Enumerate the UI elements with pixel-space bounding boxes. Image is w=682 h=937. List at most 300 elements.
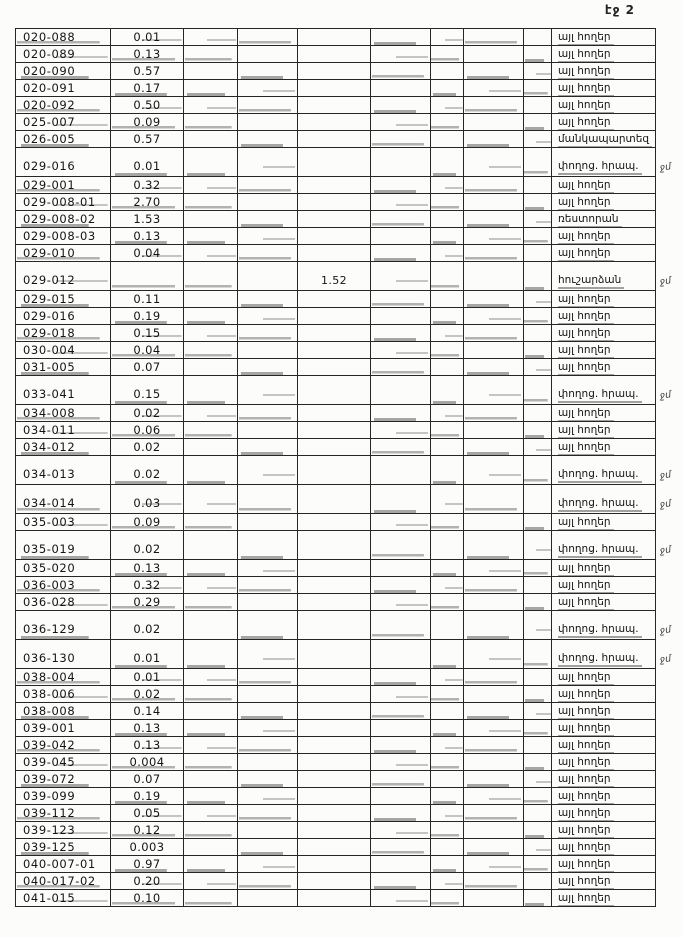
mid-value-cell <box>298 114 371 131</box>
empty-cell <box>238 97 298 114</box>
empty-cell <box>371 839 431 856</box>
empty-cell <box>431 228 464 245</box>
empty-cell <box>524 822 552 839</box>
parcel-id-cell: 029-008-01 <box>16 194 111 211</box>
empty-cell <box>238 805 298 822</box>
margin-note <box>656 611 682 640</box>
area-value-cell: 0.03 <box>111 485 184 514</box>
empty-cell <box>184 63 238 80</box>
empty-cell <box>431 890 464 907</box>
empty-cell <box>184 148 238 177</box>
land-use-label-cell <box>552 439 656 456</box>
parcel-id-cell: 020-090 <box>16 63 111 80</box>
empty-cell <box>431 211 464 228</box>
table-row <box>16 211 682 228</box>
land-use-label-cell <box>552 177 656 194</box>
margin-note <box>656 325 682 342</box>
empty-cell <box>371 771 431 788</box>
mid-value-cell: 1.52 <box>298 262 371 291</box>
mid-value-cell <box>298 29 371 46</box>
empty-cell <box>184 514 238 531</box>
empty-cell <box>238 245 298 262</box>
empty-cell <box>524 262 552 291</box>
parcel-id-cell: 034-008 <box>16 405 111 422</box>
table-row <box>16 703 682 720</box>
empty-cell <box>431 194 464 211</box>
empty-cell <box>524 211 552 228</box>
land-use-label-cell <box>552 228 656 245</box>
empty-cell <box>524 856 552 873</box>
mid-value-cell <box>298 131 371 148</box>
empty-cell <box>464 211 524 228</box>
empty-cell <box>371 439 431 456</box>
empty-cell <box>431 577 464 594</box>
empty-cell <box>184 46 238 63</box>
empty-cell <box>184 611 238 640</box>
parcel-id-cell: 020-091 <box>16 80 111 97</box>
empty-cell <box>464 686 524 703</box>
margin-note <box>656 703 682 720</box>
mid-value-cell <box>298 228 371 245</box>
empty-cell <box>464 325 524 342</box>
margin-note <box>656 80 682 97</box>
land-use-label: այլ հողեր <box>558 293 614 306</box>
margin-note <box>656 737 682 754</box>
table-row <box>16 228 682 245</box>
area-value-cell: 0.11 <box>111 291 184 308</box>
table-row <box>16 560 682 577</box>
empty-cell <box>464 114 524 131</box>
parcel-id-cell: 039-112 <box>16 805 111 822</box>
margin-note <box>656 514 682 531</box>
empty-cell <box>431 291 464 308</box>
mid-value-cell <box>298 422 371 439</box>
empty-cell <box>524 291 552 308</box>
mid-value-cell <box>298 560 371 577</box>
empty-cell <box>464 359 524 376</box>
mid-value-cell <box>298 376 371 405</box>
land-use-label-cell <box>552 359 656 376</box>
parcel-id-cell: 036-130 <box>16 640 111 669</box>
area-value-cell: 0.02 <box>111 439 184 456</box>
land-use-label-cell <box>552 97 656 114</box>
empty-cell <box>464 80 524 97</box>
mid-value-cell <box>298 456 371 485</box>
margin-note <box>656 669 682 686</box>
empty-cell <box>184 114 238 131</box>
empty-cell <box>464 771 524 788</box>
land-use-label: մանկապարտեզ <box>558 133 652 146</box>
area-value-cell: 0.15 <box>111 376 184 405</box>
margin-note <box>656 839 682 856</box>
margin-note <box>656 262 682 291</box>
empty-cell <box>431 177 464 194</box>
mid-value-cell <box>298 805 371 822</box>
area-value-cell: 0.32 <box>111 577 184 594</box>
empty-cell <box>464 873 524 890</box>
area-value-cell: 0.07 <box>111 771 184 788</box>
area-value-cell: 0.02 <box>111 405 184 422</box>
empty-cell <box>238 611 298 640</box>
mid-value-cell <box>298 686 371 703</box>
mid-value-cell <box>298 485 371 514</box>
land-use-label: փողոց. հրապ. <box>558 497 642 510</box>
margin-note <box>656 720 682 737</box>
empty-cell <box>184 291 238 308</box>
empty-cell <box>431 439 464 456</box>
mid-value-cell <box>298 531 371 560</box>
empty-cell <box>238 456 298 485</box>
land-use-label: այլ հողեր <box>558 407 614 420</box>
land-use-label-cell <box>552 703 656 720</box>
empty-cell <box>524 80 552 97</box>
margin-note <box>656 640 682 669</box>
empty-cell <box>524 456 552 485</box>
land-use-label: այլ հողեր <box>558 739 614 752</box>
empty-cell <box>238 703 298 720</box>
empty-cell <box>371 194 431 211</box>
empty-cell <box>238 771 298 788</box>
table-row <box>16 342 682 359</box>
handwritten-note: ջմ <box>659 652 672 666</box>
empty-cell <box>464 754 524 771</box>
empty-cell <box>371 577 431 594</box>
empty-cell <box>184 342 238 359</box>
empty-cell <box>524 148 552 177</box>
land-use-label-cell <box>552 611 656 640</box>
parcel-id-cell: 020-088 <box>16 29 111 46</box>
empty-cell <box>371 262 431 291</box>
empty-cell <box>371 148 431 177</box>
margin-note <box>656 456 682 485</box>
empty-cell <box>184 839 238 856</box>
margin-note <box>656 46 682 63</box>
empty-cell <box>184 873 238 890</box>
land-use-label: ռեստորան <box>558 213 622 226</box>
empty-cell <box>238 308 298 325</box>
empty-cell <box>524 640 552 669</box>
empty-cell <box>464 669 524 686</box>
empty-cell <box>431 114 464 131</box>
empty-cell <box>524 405 552 422</box>
table-row <box>16 63 682 80</box>
mid-value-cell <box>298 514 371 531</box>
empty-cell <box>184 262 238 291</box>
empty-cell <box>184 856 238 873</box>
empty-cell <box>524 703 552 720</box>
land-use-label-cell <box>552 245 656 262</box>
land-use-label: այլ հողեր <box>558 516 614 529</box>
empty-cell <box>238 325 298 342</box>
empty-cell <box>184 703 238 720</box>
land-use-label-cell <box>552 46 656 63</box>
land-use-label-cell <box>552 640 656 669</box>
area-value-cell: 2.70 <box>111 194 184 211</box>
handwritten-note: ջմ <box>659 468 672 482</box>
empty-cell <box>184 485 238 514</box>
empty-cell <box>464 805 524 822</box>
empty-cell <box>238 890 298 907</box>
empty-cell <box>464 262 524 291</box>
margin-note <box>656 771 682 788</box>
mid-value-cell <box>298 703 371 720</box>
margin-note <box>656 594 682 611</box>
empty-cell <box>431 822 464 839</box>
empty-cell <box>238 228 298 245</box>
empty-cell <box>184 720 238 737</box>
margin-note <box>656 97 682 114</box>
land-use-label: այլ հողեր <box>558 790 614 803</box>
land-use-label: այլ հողեր <box>558 596 614 609</box>
land-use-label-cell <box>552 594 656 611</box>
empty-cell <box>371 177 431 194</box>
empty-cell <box>464 422 524 439</box>
empty-cell <box>524 788 552 805</box>
margin-note <box>656 686 682 703</box>
empty-cell <box>431 531 464 560</box>
empty-cell <box>371 737 431 754</box>
empty-cell <box>431 686 464 703</box>
parcel-id-cell: 036-129 <box>16 611 111 640</box>
empty-cell <box>371 376 431 405</box>
parcel-id-cell: 039-099 <box>16 788 111 805</box>
land-use-label: այլ հողեր <box>558 841 614 854</box>
land-use-label-cell <box>552 456 656 485</box>
handwritten-note: ջմ <box>659 388 672 402</box>
land-use-label: այլ հողեր <box>558 327 614 340</box>
empty-cell <box>524 737 552 754</box>
empty-cell <box>464 245 524 262</box>
empty-cell <box>524 531 552 560</box>
land-use-label: հուշարձան <box>558 274 624 287</box>
mid-value-cell <box>298 405 371 422</box>
table-row <box>16 325 682 342</box>
mid-value-cell <box>298 640 371 669</box>
land-use-label-cell <box>552 669 656 686</box>
empty-cell <box>371 611 431 640</box>
empty-cell <box>238 177 298 194</box>
empty-cell <box>431 262 464 291</box>
parcel-id-cell: 040-007-01 <box>16 856 111 873</box>
land-use-label: փողոց. հրապ. <box>558 652 642 665</box>
area-value-cell: 0.01 <box>111 148 184 177</box>
table-row <box>16 822 682 839</box>
empty-cell <box>464 856 524 873</box>
table-row <box>16 720 682 737</box>
area-value-cell: 0.57 <box>111 131 184 148</box>
mid-value-cell <box>298 594 371 611</box>
area-value-cell: 0.19 <box>111 788 184 805</box>
parcel-id-cell: 029-015 <box>16 291 111 308</box>
land-use-label-cell <box>552 771 656 788</box>
margin-note <box>656 194 682 211</box>
area-value-cell: 1.53 <box>111 211 184 228</box>
empty-cell <box>371 703 431 720</box>
land-use-label-cell <box>552 856 656 873</box>
parcel-id-cell: 030-004 <box>16 342 111 359</box>
empty-cell <box>184 29 238 46</box>
empty-cell <box>238 359 298 376</box>
mid-value-cell <box>298 771 371 788</box>
empty-cell <box>524 514 552 531</box>
area-value-cell: 0.29 <box>111 594 184 611</box>
empty-cell <box>184 754 238 771</box>
mid-value-cell <box>298 737 371 754</box>
area-value-cell: 0.15 <box>111 325 184 342</box>
parcel-id-cell: 034-013 <box>16 456 111 485</box>
land-use-label: այլ հողեր <box>558 116 614 129</box>
empty-cell <box>524 686 552 703</box>
empty-cell <box>431 805 464 822</box>
empty-cell <box>431 514 464 531</box>
parcel-id-cell: 036-003 <box>16 577 111 594</box>
table-row <box>16 114 682 131</box>
empty-cell <box>371 131 431 148</box>
empty-cell <box>524 422 552 439</box>
empty-cell <box>524 376 552 405</box>
empty-cell <box>238 342 298 359</box>
land-use-label-cell <box>552 342 656 359</box>
empty-cell <box>431 703 464 720</box>
margin-note <box>656 291 682 308</box>
land-use-label-cell <box>552 376 656 405</box>
empty-cell <box>238 839 298 856</box>
area-value-cell: 0.14 <box>111 703 184 720</box>
land-use-label-cell <box>552 131 656 148</box>
empty-cell <box>431 485 464 514</box>
mid-value-cell <box>298 439 371 456</box>
margin-note <box>656 376 682 405</box>
empty-cell <box>464 703 524 720</box>
land-use-label: այլ հողեր <box>558 441 614 454</box>
land-use-label-cell <box>552 262 656 291</box>
empty-cell <box>464 640 524 669</box>
table-row <box>16 640 682 669</box>
parcel-id-cell: 026-005 <box>16 131 111 148</box>
empty-cell <box>184 594 238 611</box>
table-row <box>16 771 682 788</box>
empty-cell <box>431 63 464 80</box>
margin-note <box>656 788 682 805</box>
land-use-label: այլ հողեր <box>558 48 614 61</box>
empty-cell <box>238 422 298 439</box>
empty-cell <box>184 194 238 211</box>
empty-cell <box>524 577 552 594</box>
land-use-label-cell <box>552 577 656 594</box>
empty-cell <box>371 873 431 890</box>
area-value-cell: 0.04 <box>111 245 184 262</box>
area-value-cell: 0.05 <box>111 805 184 822</box>
table-row <box>16 194 682 211</box>
empty-cell <box>431 594 464 611</box>
empty-cell <box>184 131 238 148</box>
empty-cell <box>238 873 298 890</box>
empty-cell <box>464 376 524 405</box>
empty-cell <box>371 245 431 262</box>
land-use-label: այլ հողեր <box>558 424 614 437</box>
empty-cell <box>371 325 431 342</box>
table-row <box>16 359 682 376</box>
empty-cell <box>524 63 552 80</box>
empty-cell <box>524 114 552 131</box>
empty-cell <box>238 80 298 97</box>
empty-cell <box>238 577 298 594</box>
empty-cell <box>524 194 552 211</box>
land-use-label-cell <box>552 114 656 131</box>
empty-cell <box>524 771 552 788</box>
empty-cell <box>238 439 298 456</box>
empty-cell <box>184 245 238 262</box>
land-use-label-cell <box>552 325 656 342</box>
empty-cell <box>184 422 238 439</box>
table-row <box>16 80 682 97</box>
land-use-label: այլ հողեր <box>558 65 614 78</box>
land-use-label-cell <box>552 788 656 805</box>
area-value-cell: 0.004 <box>111 754 184 771</box>
land-use-label: այլ հողեր <box>558 858 614 871</box>
empty-cell <box>238 46 298 63</box>
empty-cell <box>238 514 298 531</box>
land-use-label: փողոց. հրապ. <box>558 388 642 401</box>
table-row <box>16 131 682 148</box>
empty-cell <box>431 839 464 856</box>
mid-value-cell <box>298 63 371 80</box>
land-use-label-cell <box>552 514 656 531</box>
table-row <box>16 669 682 686</box>
empty-cell <box>238 531 298 560</box>
mid-value-cell <box>298 177 371 194</box>
table-row <box>16 439 682 456</box>
empty-cell <box>431 771 464 788</box>
empty-cell <box>371 805 431 822</box>
empty-cell <box>371 63 431 80</box>
empty-cell <box>238 114 298 131</box>
margin-note <box>656 114 682 131</box>
empty-cell <box>524 485 552 514</box>
empty-cell <box>184 640 238 669</box>
empty-cell <box>431 456 464 485</box>
empty-cell <box>184 890 238 907</box>
parcel-id-cell: 029-010 <box>16 245 111 262</box>
empty-cell <box>464 46 524 63</box>
empty-cell <box>431 405 464 422</box>
empty-cell <box>371 822 431 839</box>
empty-cell <box>238 131 298 148</box>
land-use-label-cell <box>552 737 656 754</box>
table-row <box>16 97 682 114</box>
land-use-label: այլ հողեր <box>558 99 614 112</box>
land-use-label-cell <box>552 531 656 560</box>
empty-cell <box>464 308 524 325</box>
land-use-label-cell <box>552 148 656 177</box>
empty-cell <box>184 177 238 194</box>
empty-cell <box>238 485 298 514</box>
land-use-label-cell <box>552 211 656 228</box>
empty-cell <box>238 262 298 291</box>
margin-note <box>656 754 682 771</box>
margin-note <box>656 560 682 577</box>
land-use-label-cell <box>552 485 656 514</box>
land-use-label: այլ հողեր <box>558 31 614 44</box>
table-row <box>16 839 682 856</box>
area-value-cell: 0.09 <box>111 114 184 131</box>
empty-cell <box>371 308 431 325</box>
empty-cell <box>431 325 464 342</box>
empty-cell <box>464 405 524 422</box>
area-value-cell: 0.04 <box>111 342 184 359</box>
table-row <box>16 245 682 262</box>
area-value-cell <box>111 262 184 291</box>
